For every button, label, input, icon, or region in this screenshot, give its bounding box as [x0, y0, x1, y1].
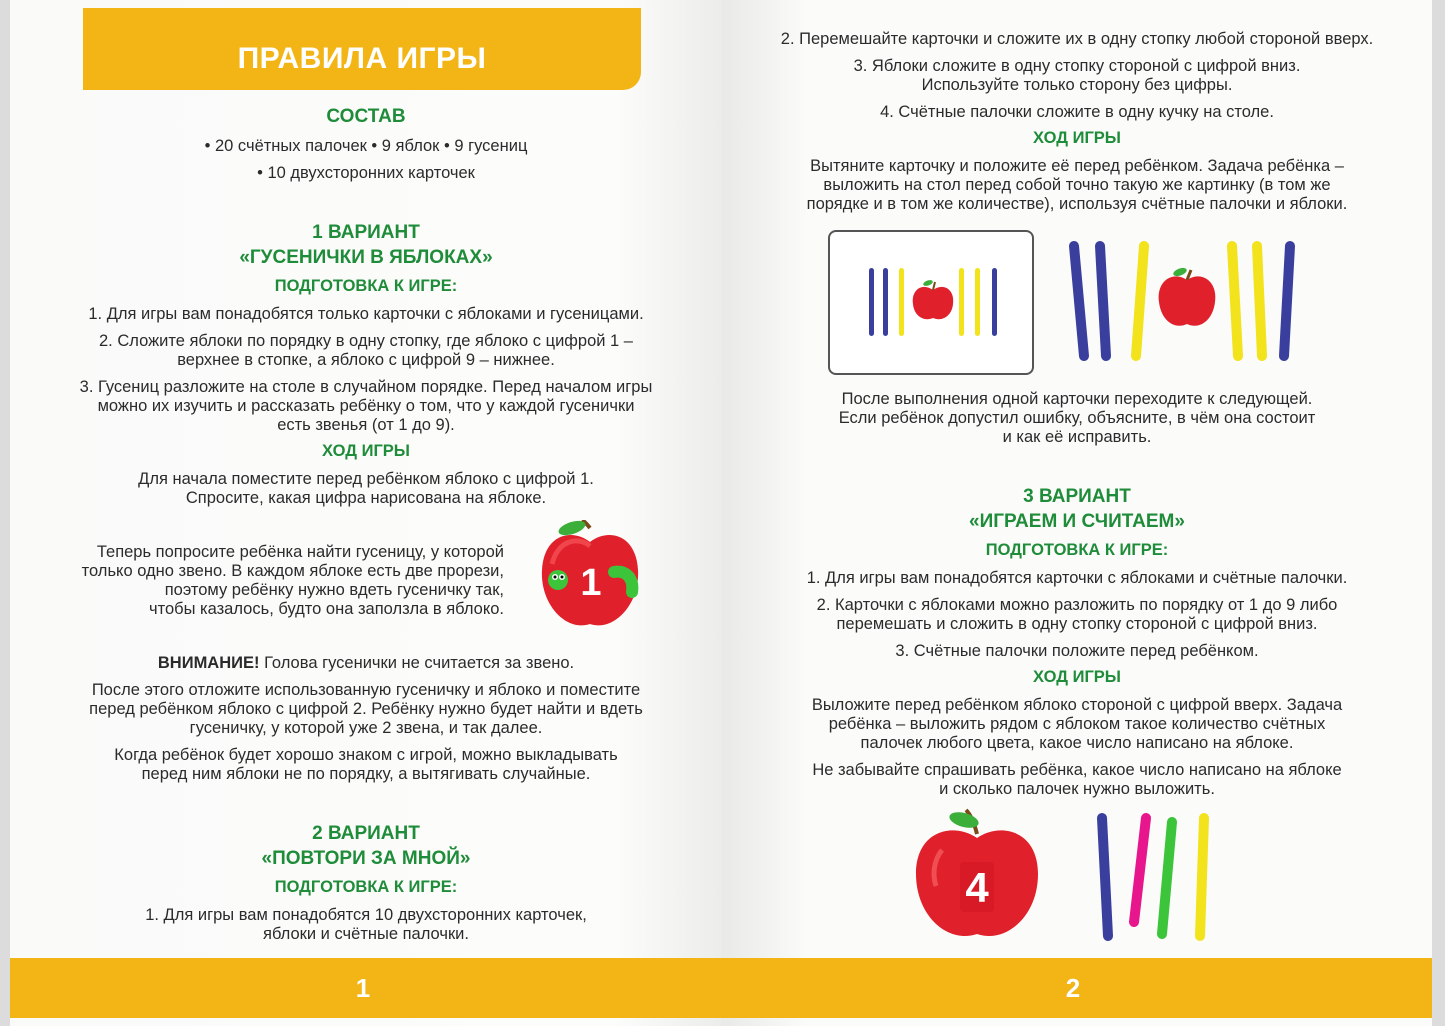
variant-1-name: «ГУСЕНИЧКИ В ЯБЛОКАХ»: [239, 247, 493, 268]
variant-2-prep-3a: 3. Яблоки сложите в одну стопку стороной с цифрой вниз.: [853, 57, 1301, 75]
attention-text: Голова гусенички не считается за звено.: [259, 654, 575, 672]
variant-2-play-1b: выложить на стол перед собой точно такую же картинку (в том же: [823, 176, 1331, 194]
left-page: [10, 0, 722, 1026]
layout-example-illustration: [1062, 240, 1322, 362]
variant-3-play-1b: ребёнка – выложить рядом с яблоком такое количество счётных: [828, 715, 1326, 733]
variant-1-play-4a: Когда ребёнок будет хорошо знаком с игрой, можно выкладывать: [114, 746, 618, 764]
variant-2-prep-1a: 1. Для игры вам понадобятся 10 двухсторонних карточек,: [145, 906, 587, 924]
composition-line-1: • 20 счётных палочек • 9 яблок • 9 гусениц: [204, 137, 528, 155]
variant-2-name: «ПОВТОРИ ЗА МНОЙ»: [261, 848, 471, 869]
card-sticks-apple-icon: [828, 230, 1034, 375]
variant-2-play-1c: порядке и в том же количестве), используя счётные палочки и яблоки.: [806, 195, 1348, 213]
counting-sticks-icon: [1092, 812, 1222, 942]
variant-1-play-heading: ХОД ИГРЫ: [322, 442, 410, 460]
variant-2-play-2b: Если ребёнок допустил ошибку, объясните, в чём она состоит: [838, 409, 1316, 427]
variant-3-prep-1: 1. Для игры вам понадобятся карточки с яблоками и счётные палочки.: [806, 569, 1348, 587]
variant-2-heading: 2 ВАРИАНТ: [312, 823, 420, 844]
four-sticks-illustration: [1092, 812, 1222, 942]
variant-1-play-3c: гусеничку, у которой уже 2 звена, и так далее.: [189, 719, 543, 737]
variant-2-prep-2: 2. Перемешайте карточки и сложите их в одну стопку любой стороной вверх.: [780, 30, 1374, 48]
page-title: ПРАВИЛА ИГРЫ: [237, 42, 487, 75]
variant-2-prep-4: 4. Счётные палочки сложите в одну кучку на столе.: [880, 103, 1274, 121]
page-number-right: 2: [1065, 973, 1081, 1003]
variant-1-play-3b: перед ребёнком яблоко с цифрой 2. Ребёнку нужно будет найти и вдеть: [89, 700, 643, 718]
variant-2-prep-3b: Используйте только сторону без цифры.: [921, 76, 1233, 94]
variant-2-prep-1b: яблоки и счётные палочки.: [263, 925, 469, 943]
variant-3-play-heading: ХОД ИГРЫ: [1033, 668, 1121, 686]
variant-2-play-2c: и как её исправить.: [1002, 428, 1152, 446]
apple-number-1: 1: [580, 562, 602, 604]
variant-3-play-1a: Выложите перед ребёнком яблоко стороной с цифрой вверх. Задача: [811, 696, 1343, 714]
variant-3-play-2a: Не забывайте спрашивать ребёнка, какое число написано на яблоке: [812, 761, 1342, 779]
variant-1-prep-3b: можно их изучить и рассказать ребёнку о том, что у каждой гусенички: [97, 397, 635, 415]
variant-2-play-2a: После выполнения одной карточки переходите к следующей.: [841, 390, 1313, 408]
variant-3-name: «ИГРАЕМ И СЧИТАЕМ»: [969, 511, 1185, 532]
variant-1-play-1b: Спросите, какая цифра нарисована на яблоке.: [185, 489, 547, 507]
variant-3-prep-2a: 2. Карточки с яблоками можно разложить по порядку от 1 до 9 либо: [816, 596, 1338, 614]
attention-label: ВНИМАНИЕ!: [157, 654, 260, 672]
variant-3-heading: 3 ВАРИАНТ: [1023, 486, 1131, 507]
apple-number-4-illustration: [912, 804, 1042, 942]
variant-1-prep-2b: верхнее в стопке, а яблоко с цифрой 9 – нижнее.: [177, 351, 555, 369]
variant-1-play-1a: Для начала поместите перед ребёнком яблоко с цифрой 1.: [138, 470, 594, 488]
apple-number-4: 4: [965, 864, 989, 911]
variant-2-prep-heading: ПОДГОТОВКА К ИГРЕ:: [274, 878, 458, 896]
variant-1-play-2d: чтобы казалось, будто она заползла в яблоко.: [149, 600, 504, 618]
variant-1-prep-1: 1. Для игры вам понадобятся только карточки с яблоками и гусеницами.: [88, 305, 644, 323]
variant-1-prep-heading: ПОДГОТОВКА К ИГРЕ:: [274, 277, 458, 295]
composition-heading: СОСТАВ: [326, 106, 406, 127]
sample-card-illustration: [828, 230, 1034, 375]
apple-with-caterpillar-illustration: [538, 520, 642, 632]
variant-1-play-4b: перед ним яблоки не по порядку, а вытягивать случайные.: [141, 765, 591, 783]
variant-1-play-2b: только одно звено. В каждом яблоке есть две прорези,: [81, 562, 504, 580]
variant-1-heading: 1 ВАРИАНТ: [312, 222, 420, 243]
variant-1-prep-2a: 2. Сложите яблоки по порядку в одну стопку, где яблоко с цифрой 1 –: [99, 332, 633, 350]
composition-line-2: • 10 двухсторонних карточек: [257, 164, 475, 182]
variant-3-prep-2b: перемешать и сложить в одну стопку стороной с цифрой вниз.: [836, 615, 1318, 633]
variant-3-play-2b: и сколько палочек нужно выложить.: [939, 780, 1215, 798]
right-page: [722, 0, 1432, 1026]
variant-3-play-1c: палочек любого цвета, какое число написано на яблоке.: [860, 734, 1294, 752]
title-banner: [83, 8, 641, 90]
variant-1-play-2c: поэтому ребёнку нужно вдеть гусеничку так,: [164, 581, 504, 599]
attention-line: [10, 654, 722, 673]
layout-sticks-apple-icon: [1062, 240, 1322, 362]
variant-3-prep-heading: ПОДГОТОВКА К ИГРЕ:: [985, 541, 1169, 559]
variant-1-play-3a: После этого отложите использованную гусеничку и яблоко и поместите: [91, 681, 641, 699]
variant-1-prep-3a: 3. Гусениц разложите на столе в случайном порядке. Перед началом игры: [79, 378, 653, 396]
variant-3-prep-3: 3. Счётные палочки положите перед ребёнком.: [895, 642, 1259, 660]
variant-2-play-1a: Вытяните карточку и положите её перед ребёнком. Задача ребёнка –: [810, 157, 1344, 175]
page-number-left: 1: [355, 973, 371, 1003]
variant-1-prep-3c: есть звенья (от 1 до 9).: [277, 416, 455, 434]
variant-1-play-2a: Теперь попросите ребёнка найти гусеницу, у которой: [96, 543, 504, 561]
variant-2-play-heading: ХОД ИГРЫ: [1033, 129, 1121, 147]
